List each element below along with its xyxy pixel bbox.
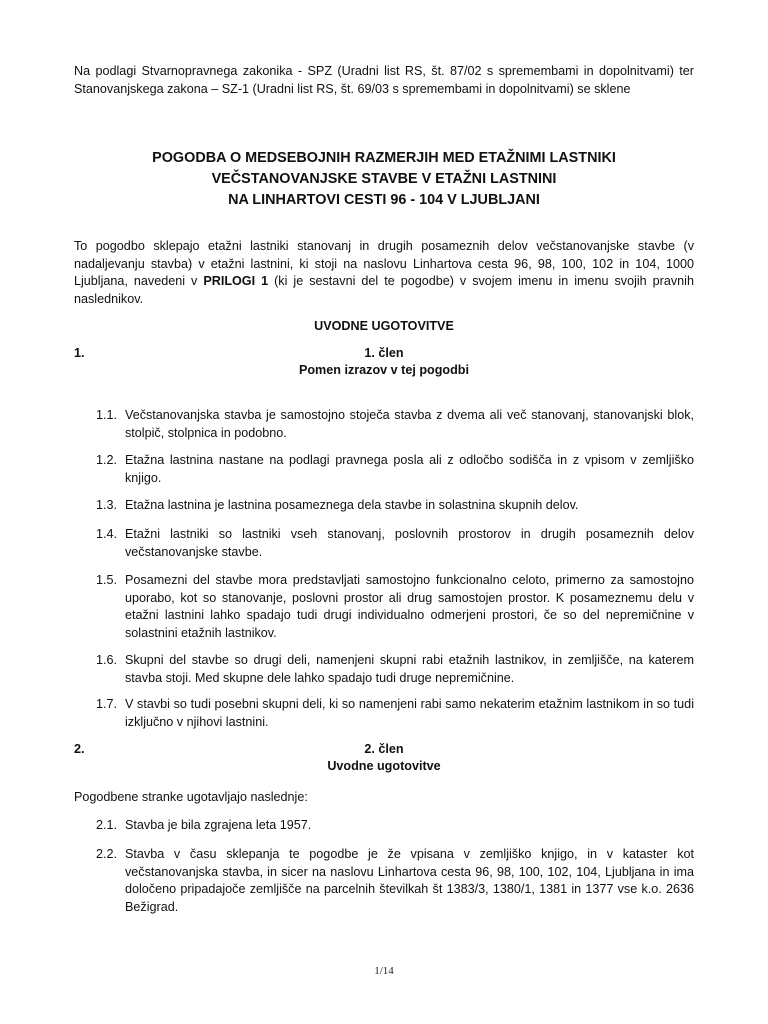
list-item-number: 1.1. (96, 408, 118, 422)
list-item-number: 1.6. (96, 653, 118, 667)
list-item-number: 2.1. (96, 818, 118, 832)
list-item-number: 1.7. (96, 697, 118, 711)
title-line-1: POGODBA O MEDSEBOJNIH RAZMERJIH MED ETAŽNIMI LASTNIKI (152, 150, 616, 166)
article-2-label: 2. člen (364, 742, 404, 756)
list-item-text: Etažna lastnina je lastnina posameznega dela stavbe in solastnina skupnih delov. (125, 498, 579, 512)
intro-annex-reference: PRILOGI 1 (203, 274, 269, 288)
list-item-text: Stavba je bila zgrajena leta 1957. (125, 818, 312, 832)
list-item-number: 1.2. (96, 453, 118, 467)
title-line-3: NA LINHARTOVI CESTI 96 - 104 V LJUBLJANI (228, 192, 540, 208)
preamble-paragraph: Na podlagi Stvarnopravnega zakonika - SPZ (Uradni list RS, št. 87/02 s spremembami in dopolnitvami) ter Stanovanjskega zakona – SZ-1 (Uradni list RS, št. 69/03 s spremembami in dopolnitvami) se sklene (74, 64, 694, 96)
article-1-label: 1. člen (364, 346, 404, 360)
page-number: 1/14 (374, 965, 394, 977)
article-2-title: Uvodne ugotovitve (327, 759, 441, 773)
list-item-number: 1.4. (96, 527, 118, 541)
intro-text-before: To pogodbo sklepajo etažni lastniki stanovanj in drugih posameznih delov večstanovanjske stavbe (v nadaljevanju stavba) v etažni lastnini, ki stoji na naslovu Linhartova cesta 96, 98, 100, 102 in 104, 1000 Ljubljana, navedeni v (74, 239, 694, 288)
article-1-header (74, 345, 694, 381)
document-title (74, 148, 694, 211)
list-item-number: 2.2. (96, 847, 118, 861)
list-item-number: 1.5. (96, 573, 118, 587)
list-item-text: Posamezni del stavbe mora predstavljati samostojno funkcionalno celoto, primerno za samostojno uporabo, kot so stanovanje, poslovni prostor ali drug samostojen prostor. K posameznemu delu v etažni lastnini lahko spadajo tudi drugi individualno odmerjeni prostori, če so del nepremičnine v solastnini etažnih lastnikov. (125, 573, 694, 640)
list-item-text: Skupni del stavbe so drugi deli, namenjeni skupni rabi etažnih lastnikov, in zemljišče, na katerem stavba stoji. Med skupne dele lahko spadajo tudi druge nepremičnine. (125, 653, 694, 685)
article-2-header (74, 741, 694, 777)
document-page (74, 0, 694, 1024)
article-1-number: 1. (74, 346, 85, 360)
intro-text-after: (ki je sestavni del te pogodbe) v svojem imenu in imenu svojih pravnih naslednikov. (74, 274, 694, 306)
article-1-title: Pomen izrazov v tej pogodbi (298, 363, 470, 377)
list-item-text: Etažni lastniki so lastniki vseh stanovanj, poslovnih prostorov in drugih posameznih delov večstanovanjske stavbe. (125, 527, 694, 559)
list-item-text: Večstanovanjska stavba je samostojno stoječa stavba z dvema ali več stanovanj, stanovanjski blok, stolpič, stolpnica in podobno. (125, 408, 694, 440)
list-item-text: V stavbi so tudi posebni skupni deli, ki so namenjeni rabi samo nekaterim etažnim lastnikom in so tudi izključno v njihovi lastnini. (125, 697, 694, 729)
section-heading: UVODNE UGOTOVITVE (314, 319, 454, 333)
article-2-lead: Pogodbene stranke ugotavljajo naslednje: (74, 790, 308, 804)
title-line-2: VEČSTANOVANJSKE STAVBE V ETAŽNI LASTNINI (211, 171, 557, 187)
list-item-text: Etažna lastnina nastane na podlagi pravnega posla ali z odločbo sodišča in z vpisom v zemljiško knjigo. (125, 453, 694, 485)
list-item-number: 1.3. (96, 498, 118, 512)
article-2-number: 2. (74, 742, 85, 756)
intro-paragraph (74, 238, 694, 308)
list-item-text: Stavba v času sklepanja te pogodbe je že vpisana v zemljiško knjigo, in v kataster kot večstanovanjska stavba, in sicer na naslovu Linhartova cesta 96, 98, 100, 102, 104, Ljubljana in ima določeno pripadajoče zemljišče na parcelnih številkah št 1383/3, 1380/1, 1381 in 1377 vse k.o. 2636 Bežigrad. (125, 847, 694, 914)
